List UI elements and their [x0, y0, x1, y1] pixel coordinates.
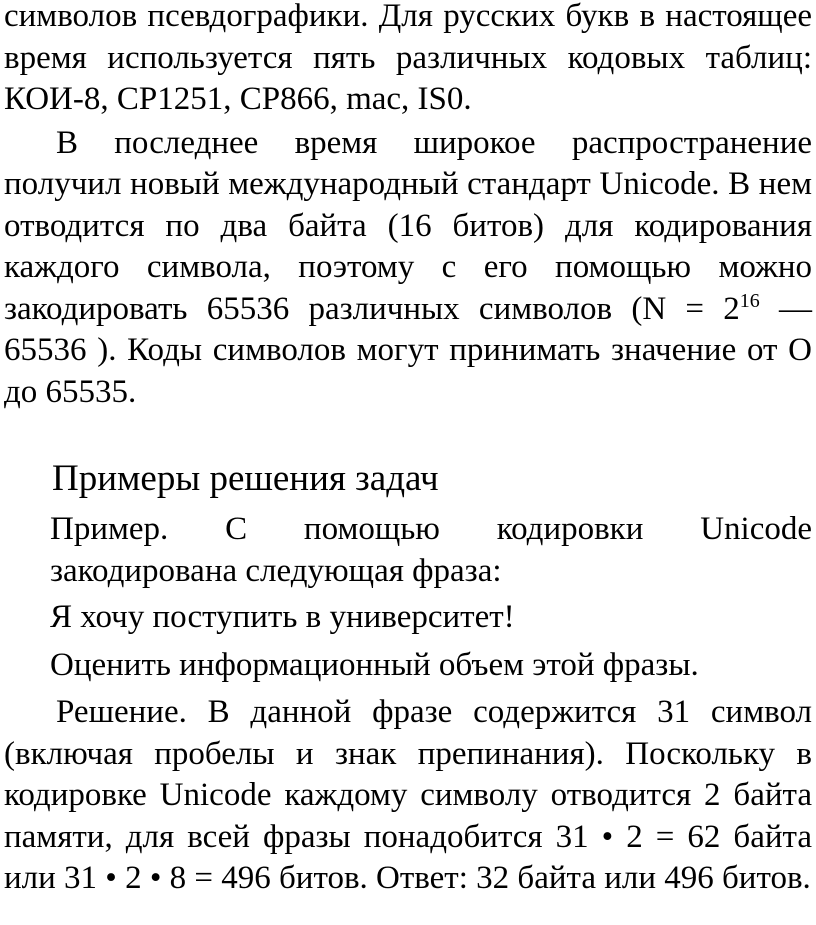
unicode-text-end: — 65536 ). Коды символов могут принимать значение от О до 65535.: [4, 290, 813, 410]
paragraph-code-tables: символов псевдографики. Для русских букв в настоящее время используется пять различных кодовых таблиц: КОИ-8, СР1251, СР866, mac, IS0.: [4, 0, 812, 117]
exponent: 16: [739, 289, 760, 312]
section-heading: Примеры решения задач: [52, 458, 439, 499]
example-block: [50, 509, 812, 592]
example-statement: Пример. С помощью кодировки Unicode закодирована следующая фраза:: [50, 511, 812, 589]
solution-paragraph: Решение. В данной фразе содержится 31 символ (включая пробелы и знак препинания). Поскольку в кодировке Unicode каждому символу отводится 2 байта памяти, для всей фразы понадобится 31 • 2 = 62 байта или 31 • 2 • 8 = 496 битов. Ответ: 32 байта или 496 битов.: [4, 694, 812, 896]
paragraph-unicode: [4, 123, 812, 414]
example-phrase: Я хочу поступить в университет!: [50, 599, 515, 635]
unicode-text-start: В последнее время широкое распространение получил новый международный стандарт Unicode. В нем отводится по два байта (16 битов) для кодирования каждого символа, поэтому с его помощью можно закодировать 65536 различных символов (N = 2: [4, 124, 812, 327]
example-question: Оценить информационный объем этой фразы.: [50, 647, 699, 683]
